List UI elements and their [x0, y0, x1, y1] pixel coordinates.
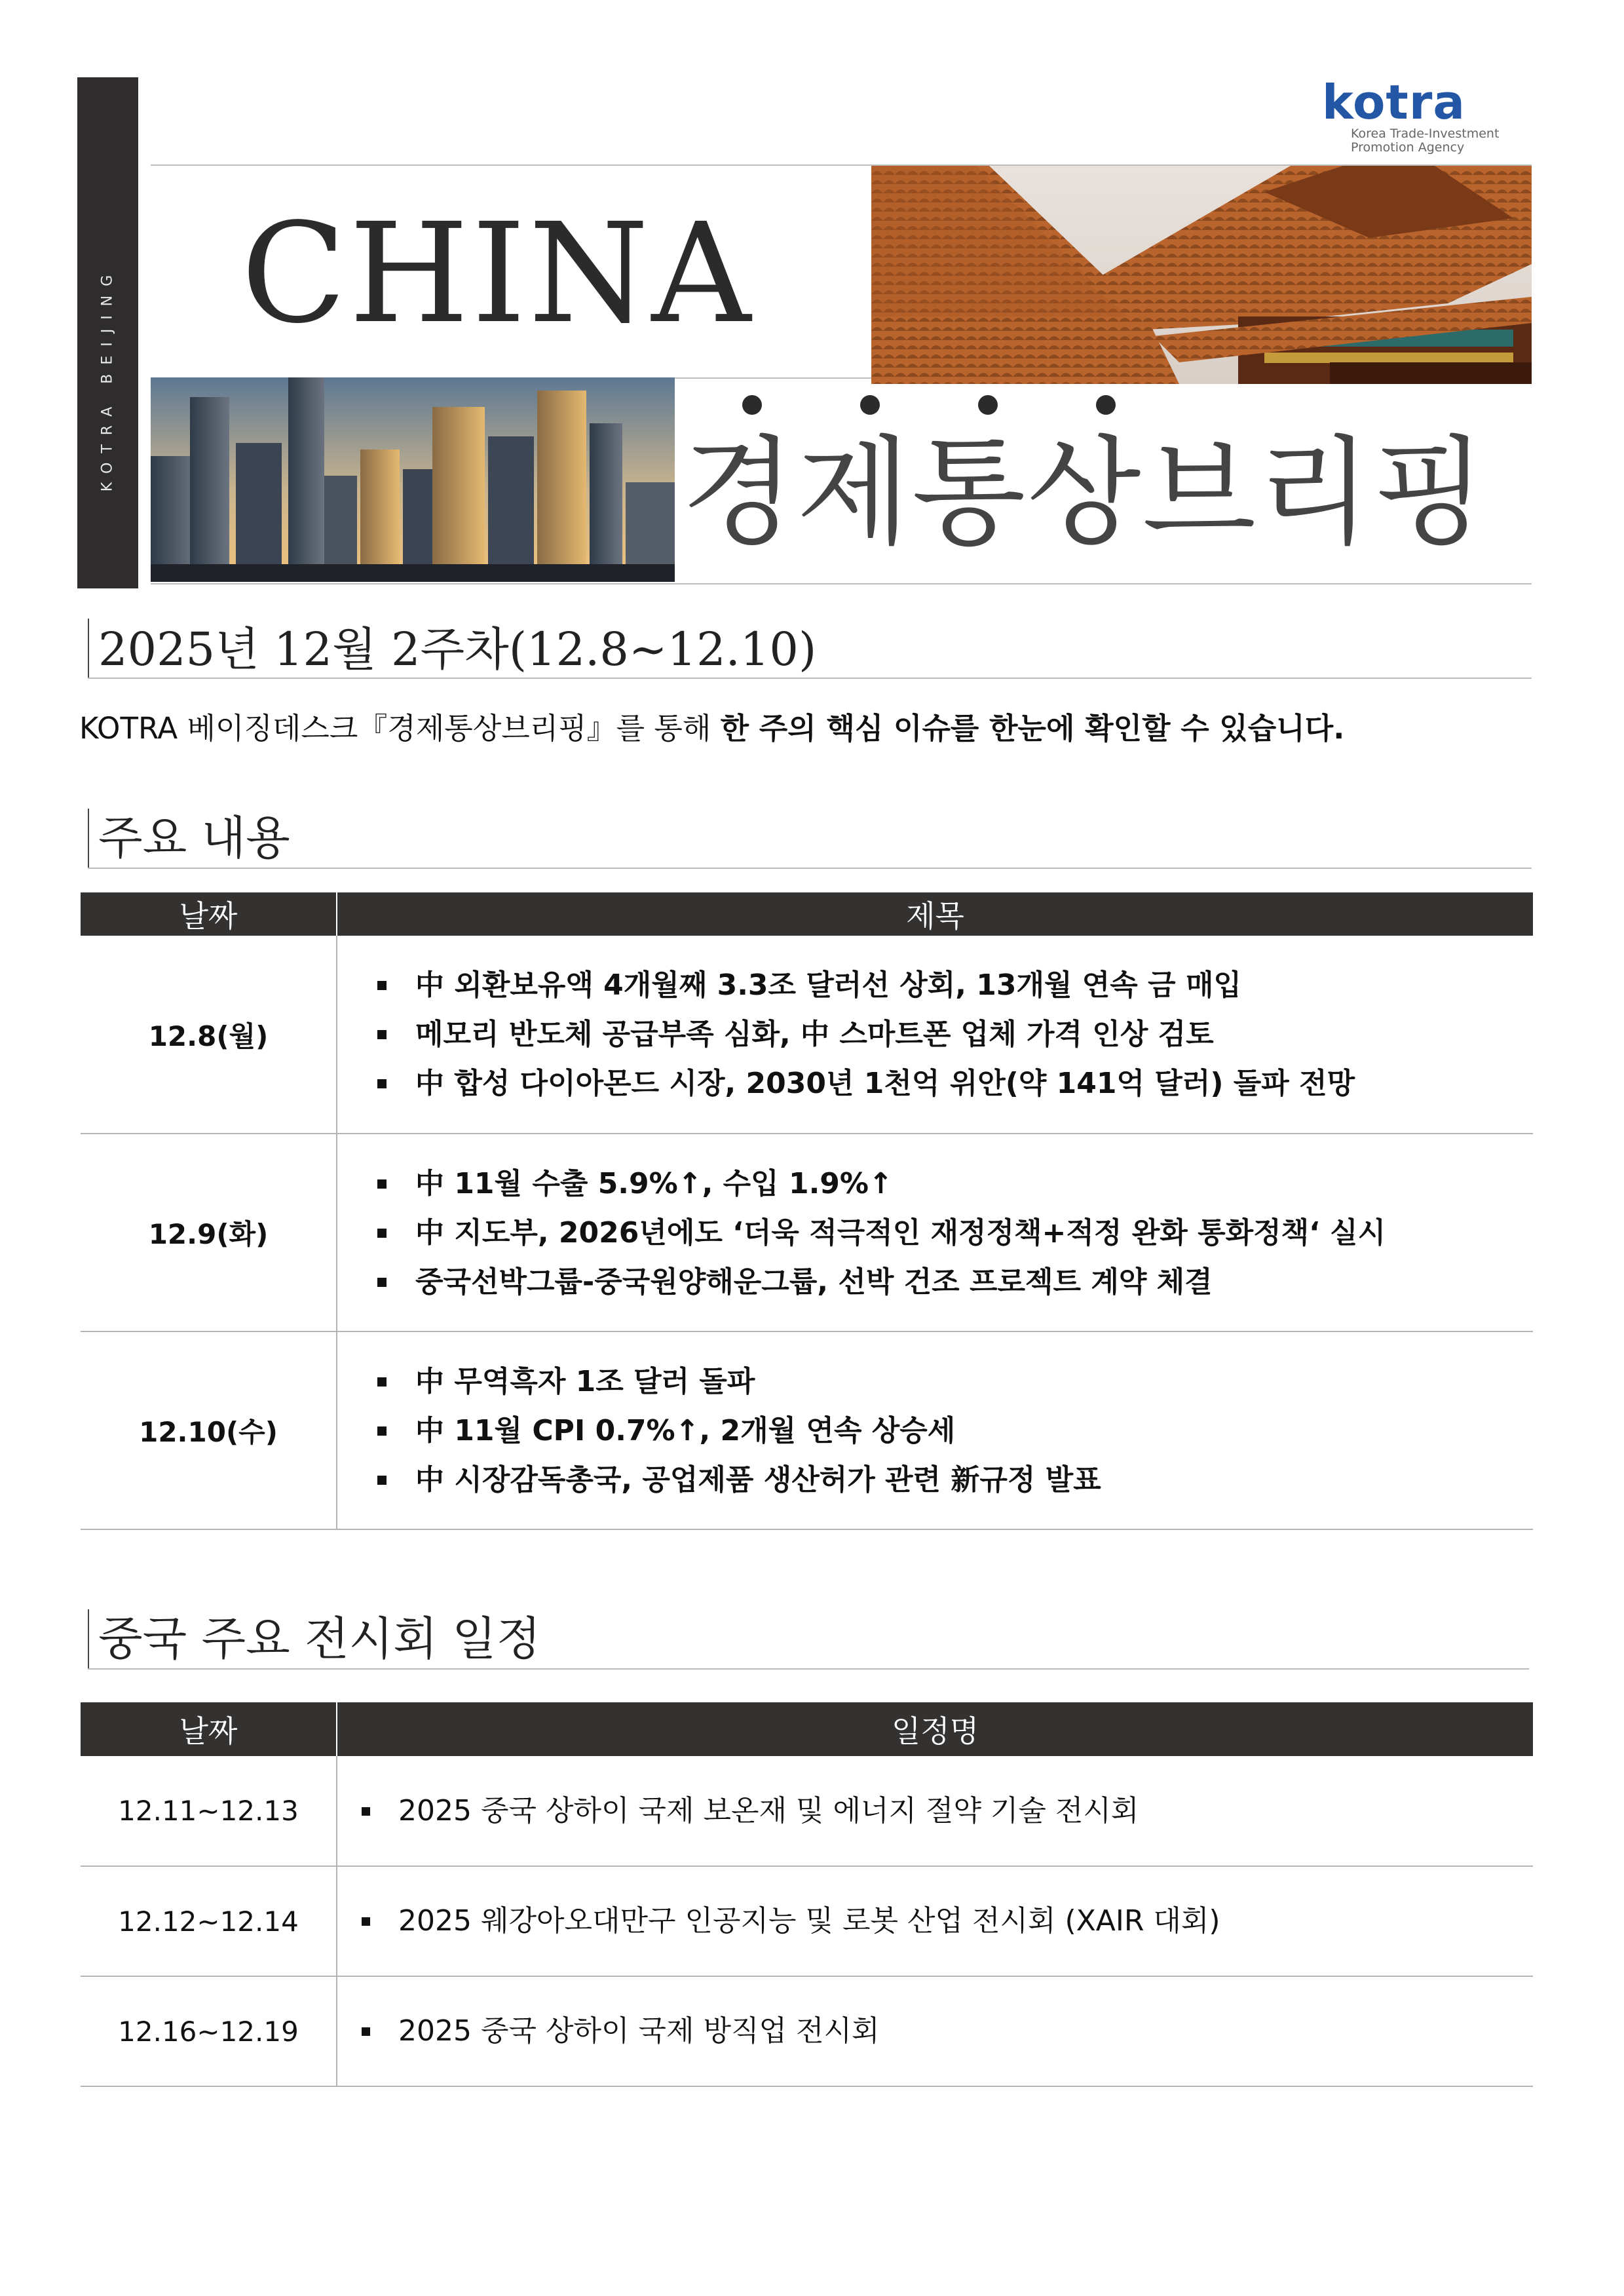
issue-title-rule	[88, 678, 1532, 679]
table-row	[81, 1866, 1533, 1976]
expo-heading-rule	[88, 1668, 1529, 1670]
topic-item: 中 지도부, 2026년에도 ‘더욱 적극적인 재정정책+적정 완화 통화정책‘ 실시	[338, 1208, 1532, 1257]
expo-schedule-table	[81, 1702, 1533, 2087]
dot	[1096, 395, 1116, 415]
side-strip	[77, 77, 138, 588]
topic-item: 중국선박그룹-중국원양해운그룹, 선박 건조 프로젝트 계약 체결	[338, 1257, 1532, 1307]
row-date: 12.8(월)	[81, 936, 337, 1134]
side-text: KOTRA BEIJING	[99, 265, 116, 492]
topic-item: 中 11월 수출 5.9%↑, 수입 1.9%↑	[338, 1159, 1532, 1208]
logo-subtitle-2: Promotion Agency	[1351, 140, 1465, 155]
row-date: 12.16~12.19	[81, 1976, 337, 2086]
col-header-date: 날짜	[81, 1702, 337, 1756]
dot	[860, 395, 880, 415]
banner-bottom-rule	[151, 583, 1532, 584]
expo-heading-bar	[88, 1609, 89, 1668]
header-banner	[77, 77, 1532, 588]
topic-item: 中 무역흑자 1조 달러 돌파	[338, 1357, 1532, 1406]
row-date: 12.10(수)	[81, 1331, 337, 1529]
intro-text	[79, 704, 1344, 747]
col-header-name: 일정명	[337, 1702, 1533, 1756]
table-header-row	[81, 892, 1533, 936]
skyline-photo	[151, 377, 675, 582]
topic-item: 中 11월 CPI 0.7%↑, 2개월 연속 상승세	[338, 1406, 1532, 1455]
intro-plain: KOTRA 베이징데스크『경제통상브리핑』를 통해	[79, 711, 721, 746]
table-row	[81, 1331, 1533, 1529]
title-briefing: 경제통상브리핑	[681, 425, 1488, 562]
topic-item: 中 시장감독총국, 공업제품 생산허가 관련 新규정 발표	[338, 1455, 1532, 1504]
topic-item: 中 합성 다이아몬드 시장, 2030년 1천억 위안(약 141억 달러) 돌파 전망	[338, 1059, 1532, 1108]
topic-item: 中 외환보유액 4개월째 3.3조 달러선 상회, 13개월 연속 금 매입	[338, 961, 1532, 1010]
intro-bold: 한 주의 핵심 이슈를 한눈에 확인할 수 있습니다.	[720, 711, 1345, 746]
issue-title: 2025년 12월 2주차(12.8~12.10)	[98, 622, 817, 676]
main-topics-table	[81, 892, 1533, 1530]
logo-subtitle-1: Korea Trade-Investment	[1351, 126, 1500, 141]
table-header-row	[81, 1702, 1533, 1756]
main-heading: 주요 내용	[98, 811, 290, 865]
col-header-date: 날짜	[81, 892, 337, 936]
expo-item: 2025 웨강아오대만구 인공지능 및 로봇 산업 전시회 (XAIR 대회)	[338, 1902, 1532, 1941]
expo-heading: 중국 주요 전시회 일정	[98, 1612, 541, 1666]
table-row	[81, 936, 1533, 1134]
table-row	[81, 1134, 1533, 1331]
table-row	[81, 1976, 1533, 2086]
title-china: CHINA	[241, 193, 754, 354]
row-date: 12.12~12.14	[81, 1866, 337, 1976]
col-header-title: 제목	[337, 892, 1533, 936]
main-heading-rule	[88, 868, 1532, 869]
expo-item: 2025 중국 상하이 국제 보온재 및 에너지 절약 기술 전시회	[338, 1791, 1532, 1831]
row-date: 12.9(화)	[81, 1134, 337, 1331]
row-date: 12.11~12.13	[81, 1756, 337, 1866]
dot	[978, 395, 998, 415]
issue-title-bar	[88, 619, 89, 678]
roof-photo	[871, 166, 1532, 384]
topic-item: 메모리 반도체 공급부족 심화, 中 스마트폰 업체 가격 인상 검토	[338, 1010, 1532, 1059]
table-row	[81, 1756, 1533, 1866]
main-heading-bar	[88, 809, 89, 868]
kotra-logo	[1322, 77, 1532, 155]
expo-item: 2025 중국 상하이 국제 방직업 전시회	[338, 2012, 1532, 2051]
logo-wordmark: kotra	[1322, 75, 1465, 130]
dot	[742, 395, 762, 415]
